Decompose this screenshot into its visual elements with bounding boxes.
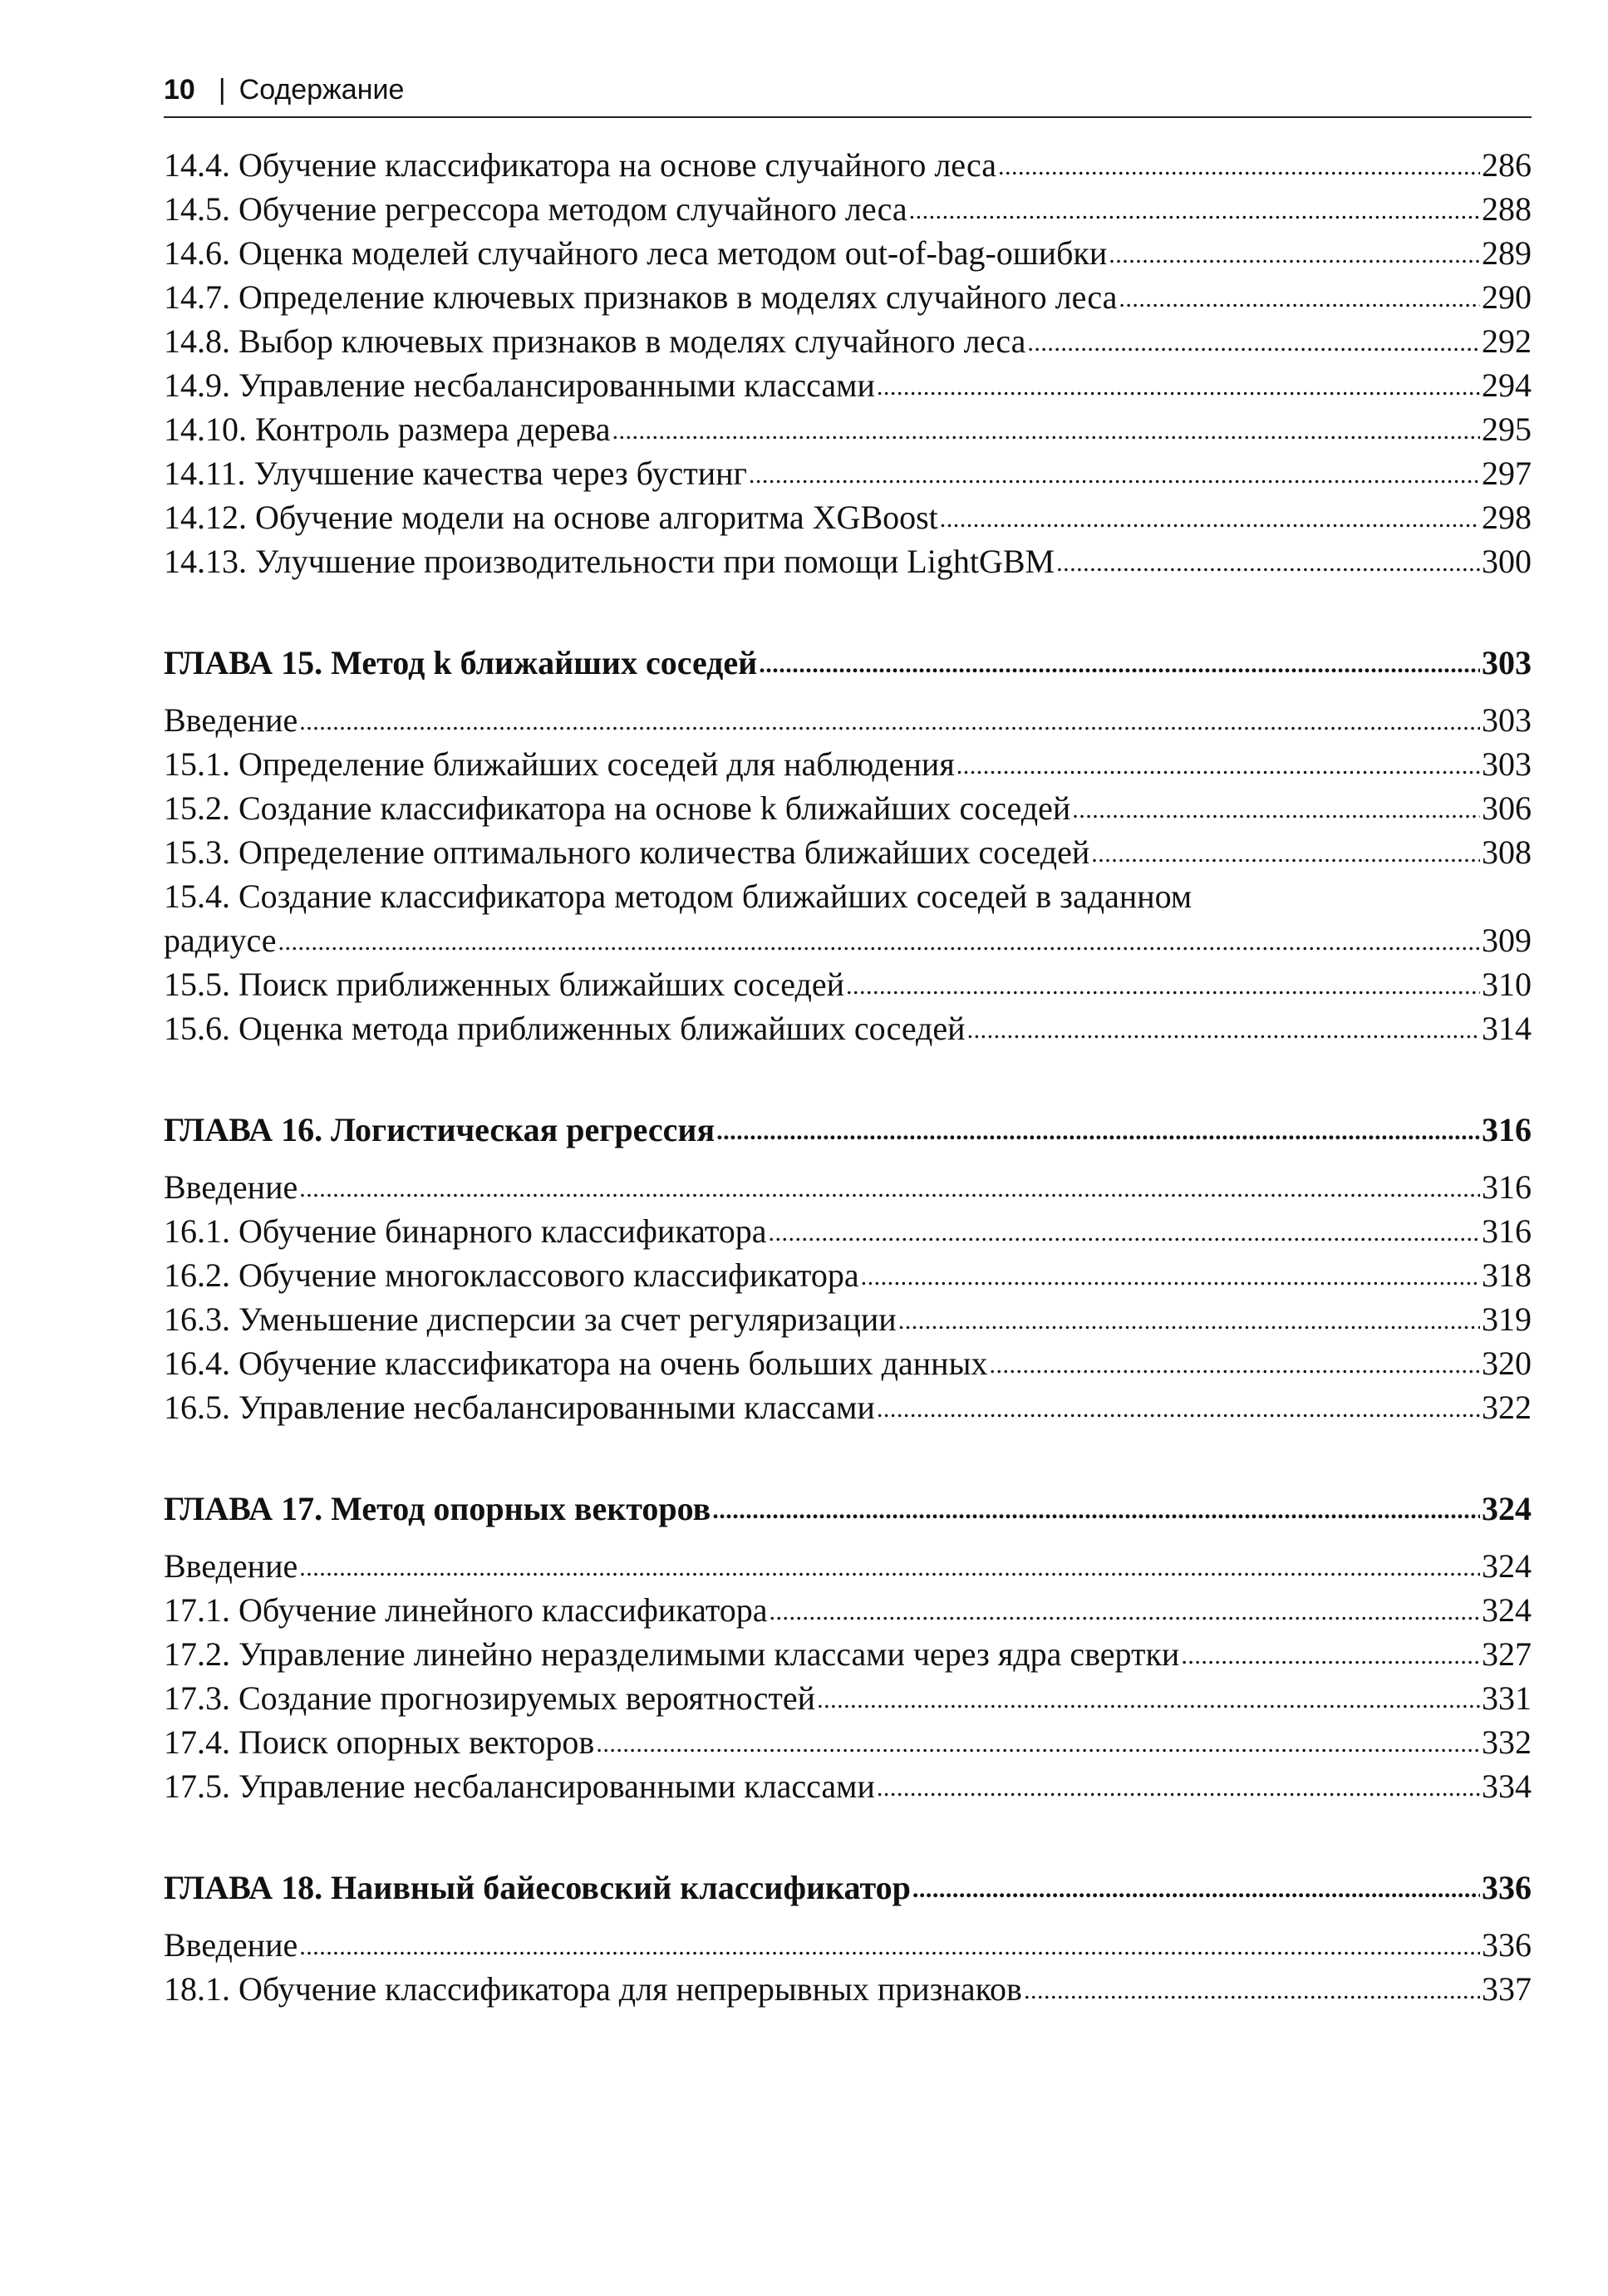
leader-dots — [749, 453, 1480, 497]
toc-entry-page: 334 — [1482, 1767, 1532, 1805]
toc-entry[interactable] — [164, 1297, 1532, 1341]
toc-entry-title: 15.3. Определение оптимального количества ближайших соседей — [164, 833, 1090, 871]
toc-entry-title: 14.7. Определение ключевых признаков в моделях случайного леса — [164, 278, 1118, 316]
leader-dots — [596, 1722, 1480, 1766]
toc-entry[interactable] — [164, 1923, 1532, 1967]
toc-entry-title: 15.5. Поиск приближенных ближайших соседей — [164, 966, 845, 1003]
toc-entry-title: 16.4. Обучение классификатора на очень больших данных — [164, 1345, 988, 1382]
leader-dots — [898, 1299, 1480, 1343]
toc-entry-page: 324 — [1482, 1547, 1532, 1585]
chapter-title: ГЛАВА 16. Логистическая регрессия — [164, 1111, 715, 1148]
toc-entry-title: 16.2. Обучение многоклассового классификатора — [164, 1256, 859, 1294]
section-gap — [164, 1429, 1532, 1487]
toc-entry[interactable] — [164, 451, 1532, 495]
toc-entry[interactable] — [164, 187, 1532, 231]
toc-entry-title: 14.11. Улучшение качества через бустинг — [164, 455, 747, 492]
chapter-heading[interactable] — [164, 641, 1532, 685]
toc-entry-title: 14.13. Улучшение производительности при помощи LightGBM — [164, 543, 1055, 580]
toc-entry[interactable] — [164, 1967, 1532, 2011]
chapter-title: ГЛАВА 18. Наивный байесовский классификатор — [164, 1869, 911, 1906]
toc-entry-wrapped-line[interactable] — [164, 874, 1532, 918]
chapter-page: 336 — [1482, 1869, 1532, 1906]
leader-dots — [1024, 1969, 1480, 2013]
toc-entry-title: 14.6. Оценка моделей случайного леса методом out-of-bag-ошибки — [164, 234, 1108, 272]
chapter-heading[interactable] — [164, 1487, 1532, 1531]
toc-entry[interactable] — [164, 1720, 1532, 1764]
toc-entry-page: 297 — [1482, 455, 1532, 492]
toc-entry[interactable] — [164, 1253, 1532, 1297]
toc-entry[interactable] — [164, 1341, 1532, 1385]
toc-entry-title: 14.10. Контроль размера дерева — [164, 411, 611, 448]
leader-dots — [846, 964, 1480, 1008]
leader-dots — [770, 1590, 1480, 1634]
toc-entry[interactable] — [164, 143, 1532, 187]
toc-entry-title: Введение — [164, 1547, 298, 1585]
leader-dots — [716, 1109, 1480, 1153]
toc-entry-page: 316 — [1482, 1168, 1532, 1206]
toc-entry-page: 327 — [1482, 1635, 1532, 1673]
toc-entry-page: 292 — [1482, 322, 1532, 360]
leader-dots — [612, 409, 1480, 453]
section-gap — [164, 583, 1532, 641]
toc-entry[interactable] — [164, 742, 1532, 786]
leader-dots — [1109, 233, 1480, 277]
toc-entry-title: 15.6. Оценка метода приближенных ближайших соседей — [164, 1010, 966, 1047]
chapter-heading[interactable] — [164, 1108, 1532, 1152]
leader-dots — [1181, 1634, 1480, 1678]
leader-dots — [989, 1343, 1480, 1387]
header-separator: | — [218, 74, 226, 106]
toc-entry-page: 316 — [1482, 1212, 1532, 1250]
section-gap — [164, 685, 1532, 698]
toc-entry-page: 308 — [1482, 833, 1532, 871]
leader-dots — [278, 920, 1480, 964]
leader-dots — [759, 642, 1480, 686]
leader-dots — [940, 497, 1480, 541]
toc-entry-page: 288 — [1482, 190, 1532, 228]
leader-dots — [1027, 321, 1480, 365]
toc-entry-title: Введение — [164, 701, 298, 739]
leader-dots — [912, 1867, 1480, 1911]
leader-dots — [1072, 788, 1480, 832]
toc-entry[interactable] — [164, 962, 1532, 1006]
toc-entry-page: 332 — [1482, 1723, 1532, 1761]
toc-entry[interactable] — [164, 1165, 1532, 1209]
leader-dots — [1091, 832, 1480, 876]
toc-entry-title: 17.3. Создание прогнозируемых вероятностей — [164, 1679, 816, 1717]
toc-entry[interactable] — [164, 275, 1532, 319]
section-gap — [164, 1910, 1532, 1923]
toc-entry-page: 337 — [1482, 1970, 1532, 2008]
toc-entry[interactable] — [164, 830, 1532, 874]
leader-dots — [909, 189, 1480, 233]
leader-dots — [967, 1008, 1480, 1052]
toc-entry-title: 17.1. Обучение линейного классификатора — [164, 1591, 768, 1629]
toc-entry-page: 298 — [1482, 499, 1532, 536]
toc-entry-title: 15.2. Создание классификатора на основе k ближайших соседей — [164, 789, 1071, 827]
leader-dots — [877, 365, 1480, 409]
chapter-title: ГЛАВА 17. Метод опорных векторов — [164, 1490, 711, 1527]
toc-entry-page: 320 — [1482, 1345, 1532, 1382]
page-number: 10 — [164, 74, 195, 106]
toc-entry[interactable] — [164, 698, 1532, 742]
leader-dots — [769, 1211, 1480, 1255]
leader-dots — [1056, 541, 1480, 585]
leader-dots — [956, 744, 1480, 788]
chapter-heading[interactable] — [164, 1866, 1532, 1910]
toc-entry-title: 16.3. Уменьшение дисперсии за счет регуляризации — [164, 1300, 897, 1338]
toc-entry-title: 17.2. Управление линейно неразделимыми классами через ядра свертки — [164, 1635, 1180, 1673]
toc-entry-title: 15.4. Создание классификатора методом ближайших соседей в заданном — [164, 878, 1192, 915]
leader-dots — [299, 1925, 1480, 1969]
leader-dots — [877, 1766, 1480, 1810]
toc-entry-title: 14.9. Управление несбалансированными классами — [164, 366, 875, 404]
toc-entry-page: 290 — [1482, 278, 1532, 316]
toc-entry-title: 16.5. Управление несбалансированными классами — [164, 1389, 875, 1426]
chapter-title: ГЛАВА 15. Метод k ближайших соседей — [164, 644, 758, 681]
leader-dots — [817, 1678, 1480, 1722]
toc-entry-page: 324 — [1482, 1591, 1532, 1629]
toc-entry-title: 14.12. Обучение модели на основе алгоритма XGBoost — [164, 499, 938, 536]
leader-dots — [299, 1546, 1480, 1590]
toc-entry[interactable] — [164, 1588, 1532, 1632]
section-gap — [164, 1152, 1532, 1165]
toc-entry-title: 16.1. Обучение бинарного классификатора — [164, 1212, 767, 1250]
page-header — [164, 63, 1532, 118]
leader-dots — [861, 1255, 1480, 1299]
toc-entry[interactable] — [164, 1676, 1532, 1720]
toc-entry-title: 17.4. Поиск опорных векторов — [164, 1723, 595, 1761]
toc-entry-page: 322 — [1482, 1389, 1532, 1426]
toc-entry-page: 314 — [1482, 1010, 1532, 1047]
toc-entry[interactable] — [164, 1764, 1532, 1808]
toc-entry[interactable] — [164, 231, 1532, 275]
table-of-contents — [164, 143, 1532, 2011]
leader-dots — [998, 145, 1480, 189]
toc-entry[interactable] — [164, 539, 1532, 583]
section-gap — [164, 1531, 1532, 1544]
toc-entry-page: 331 — [1482, 1679, 1532, 1717]
leader-dots — [1119, 277, 1480, 321]
section-gap — [164, 1050, 1532, 1108]
toc-entry-title: 14.4. Обучение классификатора на основе случайного леса — [164, 146, 997, 184]
toc-entry-page: 294 — [1482, 366, 1532, 404]
toc-entry[interactable] — [164, 407, 1532, 451]
toc-entry-title: Введение — [164, 1926, 298, 1964]
toc-entry-page: 310 — [1482, 966, 1532, 1003]
toc-entry-page: 289 — [1482, 234, 1532, 272]
leader-dots — [712, 1488, 1480, 1532]
toc-entry[interactable] — [164, 918, 1532, 962]
section-gap — [164, 1808, 1532, 1866]
toc-entry-title: 14.8. Выбор ключевых признаков в моделях случайного леса — [164, 322, 1026, 360]
toc-entry[interactable] — [164, 1632, 1532, 1676]
toc-entry-title: Введение — [164, 1168, 298, 1206]
toc-entry-page: 319 — [1482, 1300, 1532, 1338]
toc-entry[interactable] — [164, 1209, 1532, 1253]
toc-entry-page: 295 — [1482, 411, 1532, 448]
toc-entry-page: 286 — [1482, 146, 1532, 184]
toc-entry-page: 309 — [1482, 922, 1532, 959]
toc-entry-title: 17.5. Управление несбалансированными классами — [164, 1767, 875, 1805]
chapter-page: 324 — [1482, 1490, 1532, 1527]
chapter-page: 316 — [1482, 1111, 1532, 1148]
toc-entry[interactable] — [164, 1006, 1532, 1050]
toc-entry-title: 15.1. Определение ближайших соседей для наблюдения — [164, 745, 955, 783]
toc-entry-page: 303 — [1482, 745, 1532, 783]
toc-entry-page: 336 — [1482, 1926, 1532, 1964]
toc-entry-page: 300 — [1482, 543, 1532, 580]
toc-entry-title-continued: радиусе — [164, 922, 277, 959]
toc-entry[interactable] — [164, 363, 1532, 407]
toc-entry[interactable] — [164, 786, 1532, 830]
toc-entry[interactable] — [164, 495, 1532, 539]
chapter-page: 303 — [1482, 644, 1532, 681]
leader-dots — [299, 1167, 1480, 1211]
toc-entry[interactable] — [164, 319, 1532, 363]
toc-entry-page: 318 — [1482, 1256, 1532, 1294]
toc-entry-title: 18.1. Обучение классификатора для непрерывных признаков — [164, 1970, 1022, 2008]
toc-entry-page: 306 — [1482, 789, 1532, 827]
toc-entry[interactable] — [164, 1385, 1532, 1429]
running-title: Содержание — [238, 74, 405, 106]
leader-dots — [877, 1387, 1480, 1431]
toc-entry-title: 14.5. Обучение регрессора методом случайного леса — [164, 190, 907, 228]
toc-entry-page: 303 — [1482, 701, 1532, 739]
toc-entry[interactable] — [164, 1544, 1532, 1588]
leader-dots — [299, 700, 1480, 744]
